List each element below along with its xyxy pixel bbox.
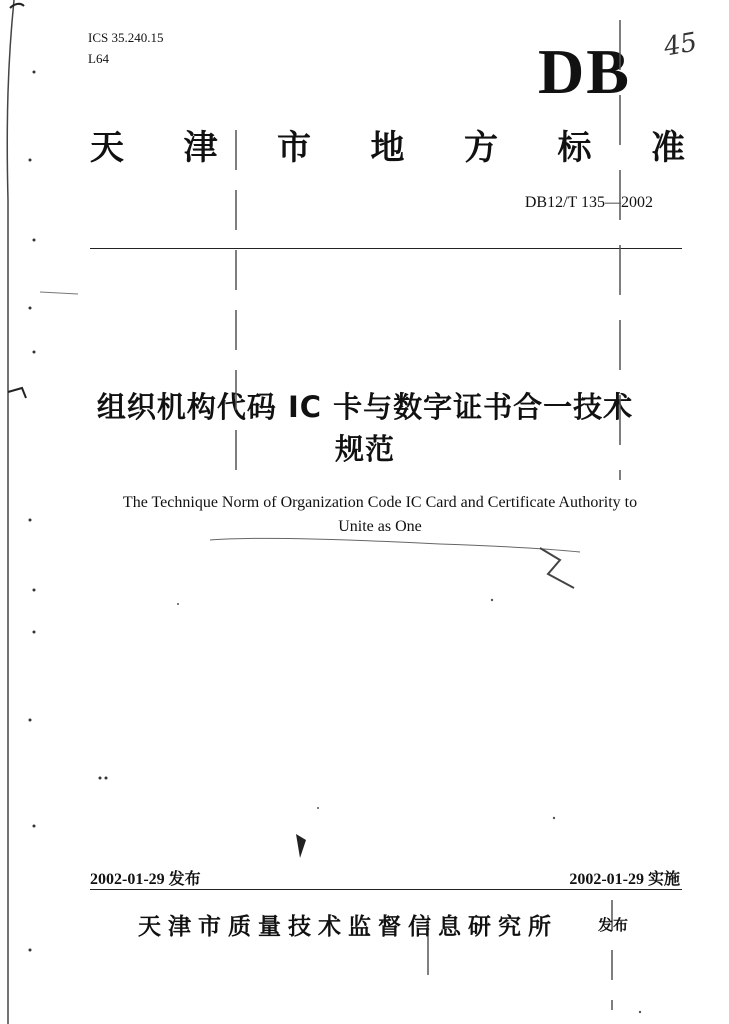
- title-char: 天: [90, 128, 124, 168]
- binding-mark: [10, 4, 24, 8]
- title-en-line-2: Unite as One: [338, 518, 422, 535]
- scan-specks: [177, 599, 641, 1013]
- standard-logo: DB: [538, 36, 631, 107]
- binding-edge: [7, 0, 14, 1024]
- standard-number: DB12/T 135—2002: [524, 194, 653, 211]
- title-char: 方: [464, 128, 498, 168]
- title-char: 准: [651, 128, 685, 168]
- title-char: 市: [277, 128, 311, 168]
- classification-code: L64: [88, 51, 109, 66]
- title-char: 津: [183, 128, 218, 168]
- publisher-name: 天津市质量技术监督信息研究所: [138, 914, 558, 940]
- edge-dots: [29, 71, 108, 952]
- scan-smudge: [210, 538, 580, 552]
- edge-smudge: [40, 292, 78, 294]
- title-char: 标: [557, 128, 592, 168]
- scan-blot: [296, 834, 306, 858]
- ics-code: ICS 35.240.15: [88, 30, 164, 45]
- title-cn-line-2: 规范: [334, 432, 395, 466]
- issue-date: 2002-01-29 发布: [90, 871, 201, 888]
- handwritten-note: 45: [661, 27, 700, 63]
- implementation-date: 2002-01-29 实施: [569, 871, 680, 888]
- scan-smudge: [540, 548, 574, 588]
- publisher-suffix: 发布: [598, 916, 629, 934]
- bottom-divider: [90, 889, 682, 890]
- title-en-line-1: The Technique Norm of Organization Code IC Card and Certificate Authority to: [122, 494, 638, 511]
- edge-tick: [8, 388, 26, 398]
- title-cn-line-1: 组织机构代码 IC 卡与数字证书合一技术: [96, 390, 634, 424]
- title-char: 地: [370, 128, 405, 168]
